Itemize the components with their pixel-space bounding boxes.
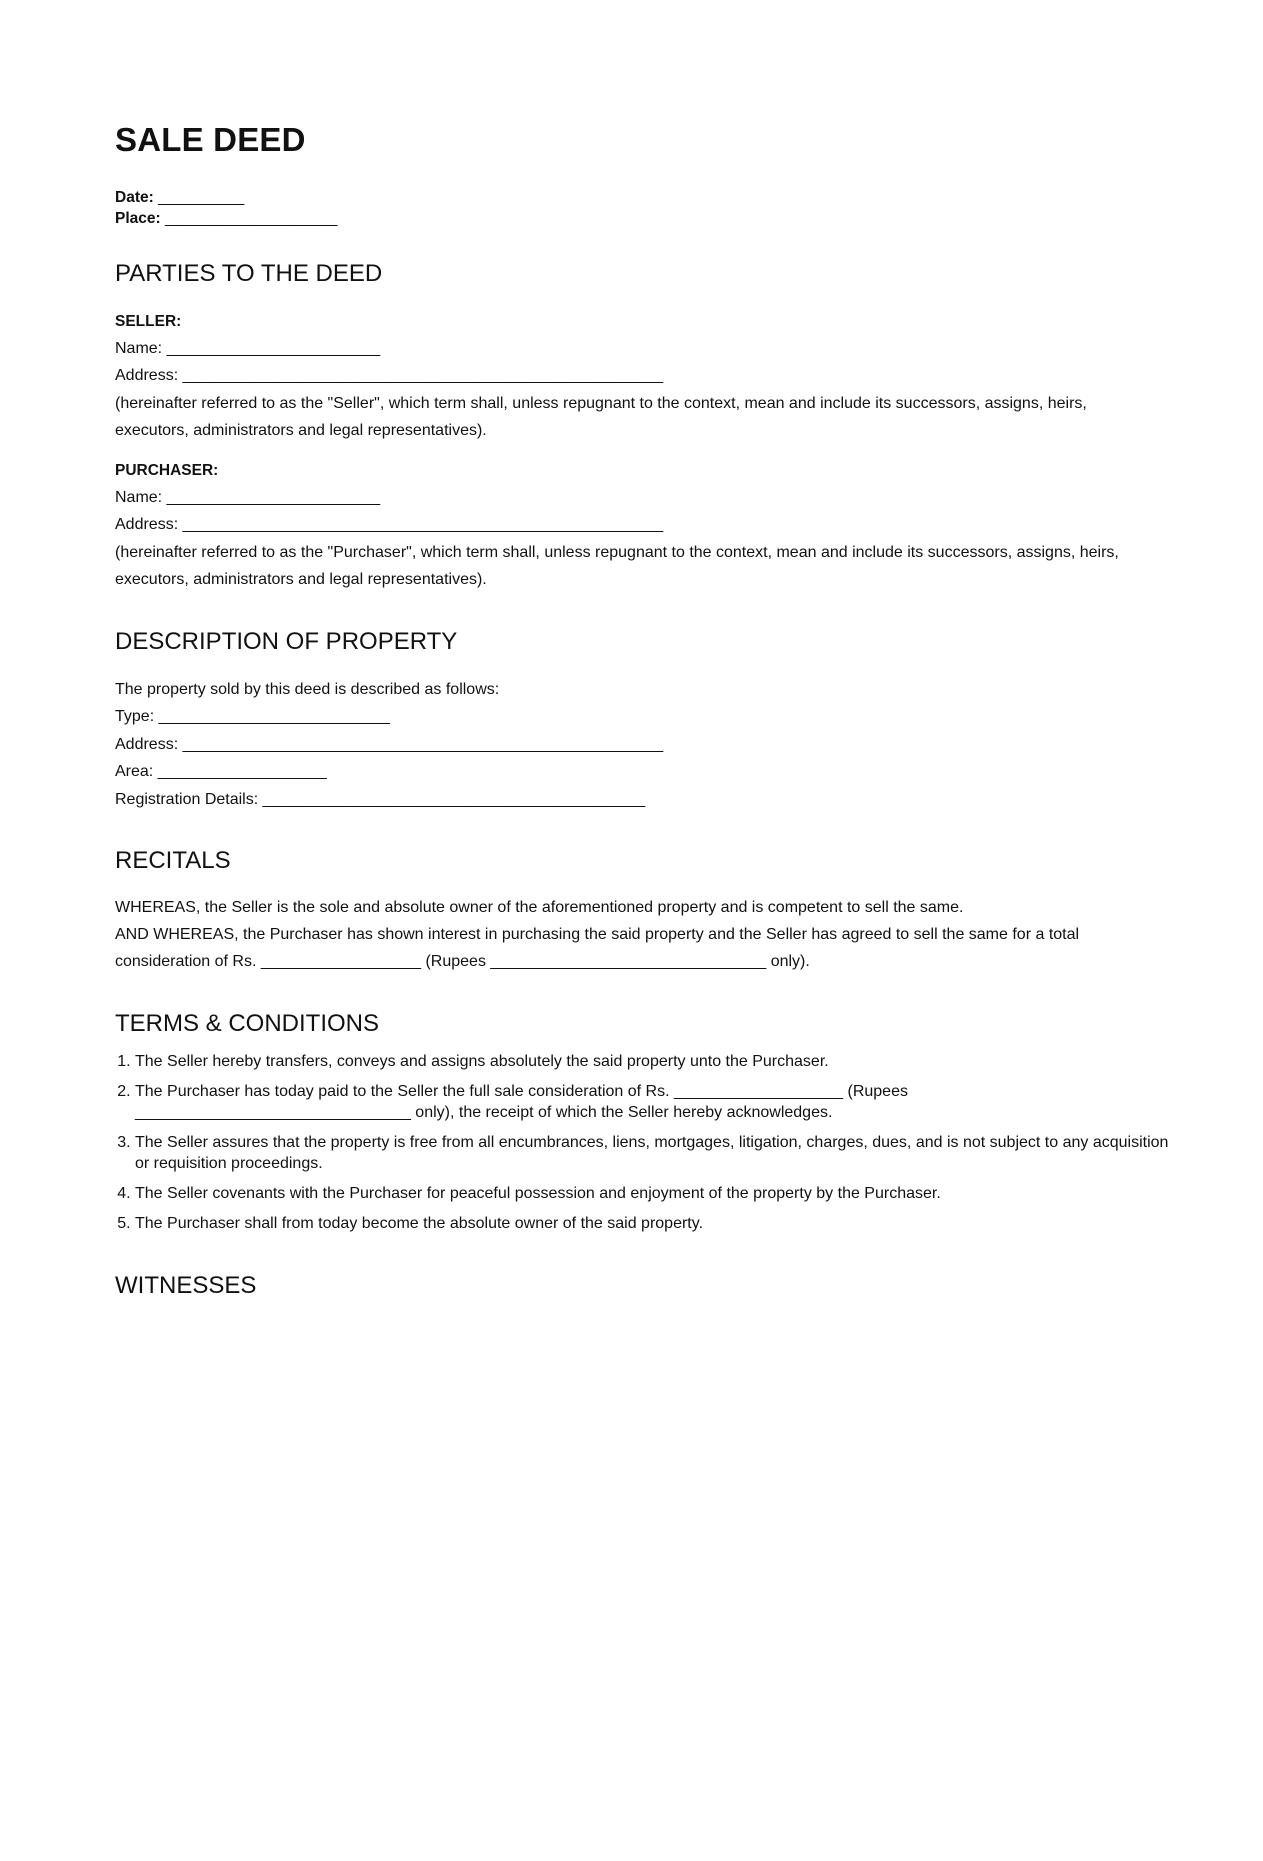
date-place-block (115, 187, 337, 229)
property-type-field: Type: __________________________ (115, 708, 390, 725)
place-blank: ____________________ (164, 210, 338, 227)
term-item: 1. The Seller hereby transfers, conveys and assigns absolutely the said property unto the Purchaser. (135, 1051, 1175, 1072)
purchaser-name-field: Name: ________________________ (115, 489, 381, 506)
term-item: 2. The Purchaser has today paid to the Seller the full sale consideration of Rs. ___________________ (Rupees _______________________________ only), the receipt of which the Seller hereby acknowledges. (135, 1081, 1175, 1123)
date-blank: __________ (158, 189, 245, 206)
term-item: 5. The Purchaser shall from today become the absolute owner of the said property. (135, 1213, 1175, 1234)
recital-and-whereas: AND WHEREAS, the Purchaser has shown interest in purchasing the said property and the Seller has agreed to sell the same for a total consideration of Rs. __________________ (Rupees _______________________________ only). (115, 926, 1080, 970)
purchaser-clause: (hereinafter referred to as the "Purchaser", which term shall, unless repugnant to the context, mean and include its successors, assigns, heirs, executors, administrators and legal representatives). (115, 544, 1119, 588)
term-item: 4. The Seller covenants with the Purchaser for peaceful possession and enjoyment of the property by the Purchaser. (135, 1183, 1175, 1204)
date-label: Date: (115, 189, 154, 206)
place-line (115, 208, 337, 229)
property-intro: The property sold by this deed is described as follows: (115, 681, 500, 698)
place-label: Place: (115, 210, 161, 227)
property-registration-field: Registration Details: ___________________________________________ (115, 791, 646, 808)
date-line (115, 187, 337, 208)
terms-heading: TERMS & CONDITIONS (115, 1010, 380, 1037)
seller-label: SELLER: (115, 313, 182, 330)
purchaser-address-field: Address: ______________________________________________________ (115, 516, 664, 533)
parties-heading: PARTIES TO THE DEED (115, 260, 383, 287)
terms-list (115, 1051, 1175, 1243)
property-area-field: Area: ___________________ (115, 763, 327, 780)
term-item: 3. The Seller assures that the property is free from all encumbrances, liens, mortgages, litigation, charges, dues, and is not subject to any acquisition or requisition proceedings. (135, 1132, 1175, 1174)
property-address-field: Address: ______________________________________________________ (115, 736, 664, 753)
seller-address-field: Address: ______________________________________________________ (115, 367, 664, 384)
seller-clause: (hereinafter referred to as the "Seller", which term shall, unless repugnant to the context, mean and include its successors, assigns, heirs, executors, administrators and legal representatives). (115, 395, 1087, 439)
recitals-heading: RECITALS (115, 847, 231, 874)
recital-whereas: WHEREAS, the Seller is the sole and absolute owner of the aforementioned property and is competent to sell the same. (115, 899, 964, 916)
property-heading: DESCRIPTION OF PROPERTY (115, 628, 458, 655)
witnesses-heading: WITNESSES (115, 1272, 257, 1299)
purchaser-label: PURCHASER: (115, 462, 219, 479)
document-title: SALE DEED (115, 121, 306, 158)
seller-name-field: Name: ________________________ (115, 340, 381, 357)
